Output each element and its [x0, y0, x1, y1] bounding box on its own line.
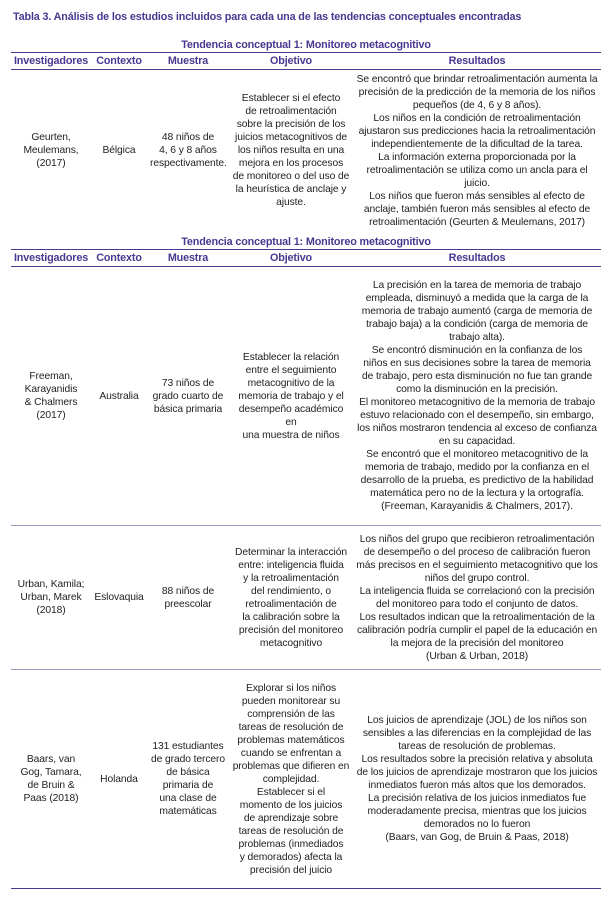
result-paragraph: Los juicios de aprendizaje (JOL) de los niños son sensibles a las diferencias en la complejidad de las tareas de resolución de problemas.	[362, 715, 592, 752]
table-row	[11, 70, 601, 232]
result-paragraph: Los resultados indican que la retroalimentación de la calibración podría cumplir el papel de la educación en la mejora de la precisión del monitoreo (Urban & Urban, 2018)	[356, 611, 598, 662]
header-objetivo: Objetivo	[229, 53, 353, 70]
header-muestra: Muestra	[147, 250, 229, 267]
cell-resultados	[353, 670, 601, 889]
cell-muestra: 131 estudiantes de grado tercero de básica primaria de una clase de matemáticas	[151, 741, 225, 817]
header-contexto: Contexto	[91, 53, 147, 70]
cell-objetivo: Explorar si los niños pueden monitorear su comprensión de las tareas de resolución de problemas matemáticos cuando se enfrentan a problemas que difieren en complejidad. Establecer si el momento de los juicios de aprendizaje sobre tareas de resolución de problemas (inmediados y demorados) afecta la precisión del juicio	[232, 682, 350, 876]
cell-muestra: 88 niños de preescolar	[161, 585, 215, 610]
header-resultados: Resultados	[353, 250, 601, 267]
cell-resultados	[353, 70, 601, 232]
cell-muestra: 73 niños de grado cuarto de básica primaria	[152, 377, 224, 415]
cell-investigadores: Geurten, Meulemans, (2017)	[23, 132, 79, 170]
header-contexto: Contexto	[91, 250, 147, 267]
result-paragraph: La inteligencia fluida se correlacionó con la precisión del monitoreo para todo el conjunto de datos.	[359, 585, 595, 610]
cell-investigadores: Baars, van Gog, Tamara, de Bruin & Paas (2018)	[20, 754, 82, 804]
cell-contexto: Australia	[99, 390, 139, 402]
header-investigadores: Investigadores	[11, 250, 91, 267]
table-row	[11, 670, 601, 889]
result-paragraph: Los niños en la condición de retroalimentación ajustaron sus predicciones hacia la retroalimentación independientemente de la dificultad de la tarea.	[358, 112, 596, 150]
result-paragraph: Se encontró que el monitoreo metacognitivo de la memoria de trabajo, medido por la confianza en el desarrollo de la prueba, es predictivo de la habilidad matemática pero no de la lectura y la ortografía. (Freeman, Karayanidis & Chalmers, 2017).	[360, 449, 594, 512]
trend-table-2	[11, 234, 601, 889]
header-investigadores: Investigadores	[11, 53, 91, 70]
trend-title: Tendencia conceptual 1: Monitoreo metacognitivo	[181, 38, 431, 51]
cell-resultados	[353, 526, 601, 670]
cell-investigadores: Urban, Kamila; Urban, Marek (2018)	[17, 579, 85, 616]
result-paragraph: La información externa proporcionada por la retroalimentación se utiliza como un ancla para el juicio.	[366, 151, 588, 189]
cell-objetivo: Establecer si el efecto de retroalimentación sobre la precisión de los juicios metacognitivos de los niños resulta en una mejora en los procesos de monitoreo o del uso de la heurística de anclaje y ajuste.	[232, 93, 350, 209]
trend-table-1	[11, 37, 601, 232]
result-paragraph: La precisión en la tarea de memoria de trabajo empleada, disminuyó a medida que la carga de la memoria de trabajo aumentó (carga de memoria de trabajo baja) a la condición (carga de memoria de trabajo alta).	[361, 280, 593, 343]
result-paragraph: La precisión relativa de los juicios inmediatos fue moderadamente precisa, mientras que los juicios demorados no lo fueron (Baars, van Gog, de Bruin & Paas, 2018)	[367, 793, 587, 843]
cell-muestra: 48 niños de 4, 6 y 8 años respectivamente.	[150, 132, 227, 170]
table-caption: Tabla 3. Análisis de los estudios incluidos para cada una de las tendencias conceptuales encontradas	[13, 11, 522, 23]
result-paragraph: Los niños que fueron más sensibles al efecto de anclaje, también fueron más sensibles al efecto de retroalimentación (Geurten & Meulemans, 2017)	[363, 190, 591, 228]
cell-investigadores: Freeman, Karayanidis & Chalmers (2017)	[24, 371, 78, 421]
header-muestra: Muestra	[147, 53, 229, 70]
result-paragraph: El monitoreo metacognitivo de la memoria de trabajo estuvo relacionado con el desempeño, sin embargo, los niños mostraron tendencia al exceso de confianza en su capacidad.	[357, 397, 597, 447]
table-row	[11, 267, 601, 526]
result-paragraph: Se encontró que brindar retroalimentación aumenta la precisión de la predicción de la memoria de los niños pequeños (de 4, 6 y 8 años).	[356, 73, 598, 111]
cell-contexto: Bélgica	[102, 145, 136, 157]
header-resultados: Resultados	[353, 53, 601, 70]
result-paragraph: Los niños del grupo que recibieron retroalimentación de desempeño o del proceso de calibración fueron más precisos en el seguimiento metacognitivo que los niños del grupo control.	[356, 533, 598, 584]
result-paragraph: Los resultados sobre la precisión relativa y absoluta de los juicios de aprendizaje mostraron que los juicios inmediatos fueron más altos que los demorados.	[356, 754, 598, 791]
header-objetivo: Objetivo	[229, 250, 353, 267]
result-paragraph: Se encontró disminución en la confianza de los niños en sus decisiones sobre la tarea de memoria de trabajo, pero esta disminución no fue tan grande como la disminución en la precisión.	[361, 345, 593, 395]
trend-title: Tendencia conceptual 1: Monitoreo metacognitivo	[181, 235, 431, 248]
cell-resultados	[353, 267, 601, 526]
cell-contexto: Holanda	[100, 773, 138, 785]
cell-contexto: Eslovaquia	[94, 592, 144, 603]
table-row	[11, 526, 601, 670]
cell-objetivo: Determinar la interacción entre: inteligencia fluida y la retroalimentación del rendimiento, o retroalimentación de la calibración sobre la precisión del monitoreo metacognitivo	[235, 546, 347, 649]
cell-objetivo: Establecer la relación entre el seguimiento metacognitivo de la memoria de trabajo y el desempeño académico en una muestra de niños	[238, 351, 344, 441]
